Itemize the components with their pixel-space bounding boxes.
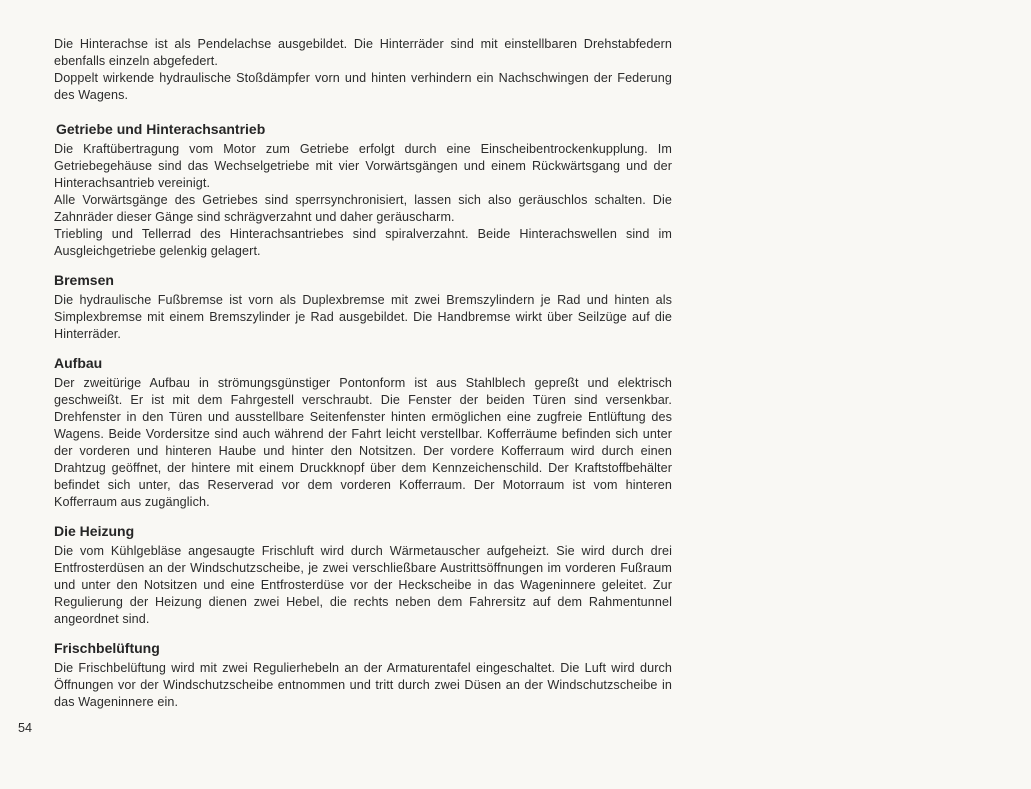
section-paragraph: Die Kraftübertragung vom Motor zum Getriebe erfolgt durch eine Einscheibentrockenkupplung. Im Getriebegehäuse sind das Wechselgetriebe mit vier Vorwärtsgängen und einem Rückwärtsgang und der Hinterachsantrieb vereinigt. xyxy=(54,142,672,190)
section-body xyxy=(48,543,672,628)
page-content xyxy=(48,36,672,711)
section-body xyxy=(48,660,672,711)
section-paragraph: Der zweitürige Aufbau in strömungsgünstiger Pontonform ist aus Stahlblech gepreßt und elektrisch geschweißt. Er ist mit dem Fahrgestell verschraubt. Die Fenster der beiden Türen sind versenkbar. Drehfenster in den Türen und ausstellbare Seitenfenster hinten ermöglichen eine zugfreie Entlüftung des Wagens. Beide Vordersitze sind auch während der Fahrt leicht verstellbar. Kofferräume befinden sich unter der vorderen und hinteren Haube und hinter den Notsitzen. Der vordere Kofferraum wird durch einen Drahtzug geöffnet, der hintere mit einem Druckknopf über dem Kennzeichenschild. Der Kraftstoffbehälter befindet sich unter, das Reserverad vor dem vorderen Kofferraum. Der Motorraum ist vom hinteren Kofferraum aus zugänglich. xyxy=(54,376,672,509)
intro-paragraph-2: Doppelt wirkende hydraulische Stoßdämpfer vorn und hinten verhindern ein Nachschwingen der Federung des Wagens. xyxy=(54,71,672,102)
section-body xyxy=(48,141,672,260)
section-title: Frischbelüftung xyxy=(54,640,160,656)
section-heizung xyxy=(48,522,672,628)
section-bremsen xyxy=(48,271,672,343)
section-paragraph: Die Frischbelüftung wird mit zwei Regulierhebeln an der Armaturentafel eingeschaltet. Die Luft wird durch Öffnungen vor der Windschutzscheibe entnommen und tritt durch zwei Düsen an der Windschutzscheibe in das Wageninnere ein. xyxy=(54,661,672,709)
section-paragraph: Alle Vorwärtsgänge des Getriebes sind sperrsynchronisiert, lassen sich also geräuschlos schalten. Die Zahnräder dieser Gänge sind schrägverzahnt und daher geräuscharm. xyxy=(54,193,672,224)
section-title: Getriebe und Hinterachsantrieb xyxy=(56,121,266,137)
intro-text xyxy=(48,36,672,104)
section-paragraph: Die hydraulische Fußbremse ist vorn als Duplexbremse mit zwei Bremszylindern je Rad und hinten als Simplexbremse mit einem Bremszylinder je Rad ausgebildet. Die Handbremse wirkt über Seilzüge auf die Hinterräder. xyxy=(54,293,672,341)
section-getriebe xyxy=(48,120,672,260)
section-body xyxy=(48,375,672,511)
section-aufbau xyxy=(48,354,672,511)
section-paragraph: Triebling und Tellerrad des Hinterachsantriebes sind spiralverzahnt. Beide Hinterachswellen sind im Ausgleichgetriebe gelenkig gelagert. xyxy=(54,227,672,258)
section-title: Bremsen xyxy=(54,272,114,288)
section-title: Die Heizung xyxy=(54,523,135,539)
section-body xyxy=(48,292,672,343)
page-number: 54 xyxy=(18,721,33,735)
section-title: Aufbau xyxy=(54,355,103,371)
intro-paragraph-1: Die Hinterachse ist als Pendelachse ausgebildet. Die Hinterräder sind mit einstellbaren Drehstabfedern ebenfalls einzeln abgefedert. xyxy=(54,37,672,68)
section-frischbelueftung xyxy=(48,639,672,711)
section-paragraph: Die vom Kühlgebläse angesaugte Frischluft wird durch Wärmetauscher aufgeheizt. Sie wird durch drei Entfrosterdüsen an der Windschutzscheibe, je zwei verschließbare Austrittsöffnungen im vorderen Fußraum und unter den Notsitzen und eine Entfrosterdüse vor der Heckscheibe in das Wageninnere geleitet. Zur Regulierung der Heizung dienen zwei Hebel, die rechts neben dem Fahrersitz auf dem Rahmentunnel angeordnet sind. xyxy=(54,544,672,626)
